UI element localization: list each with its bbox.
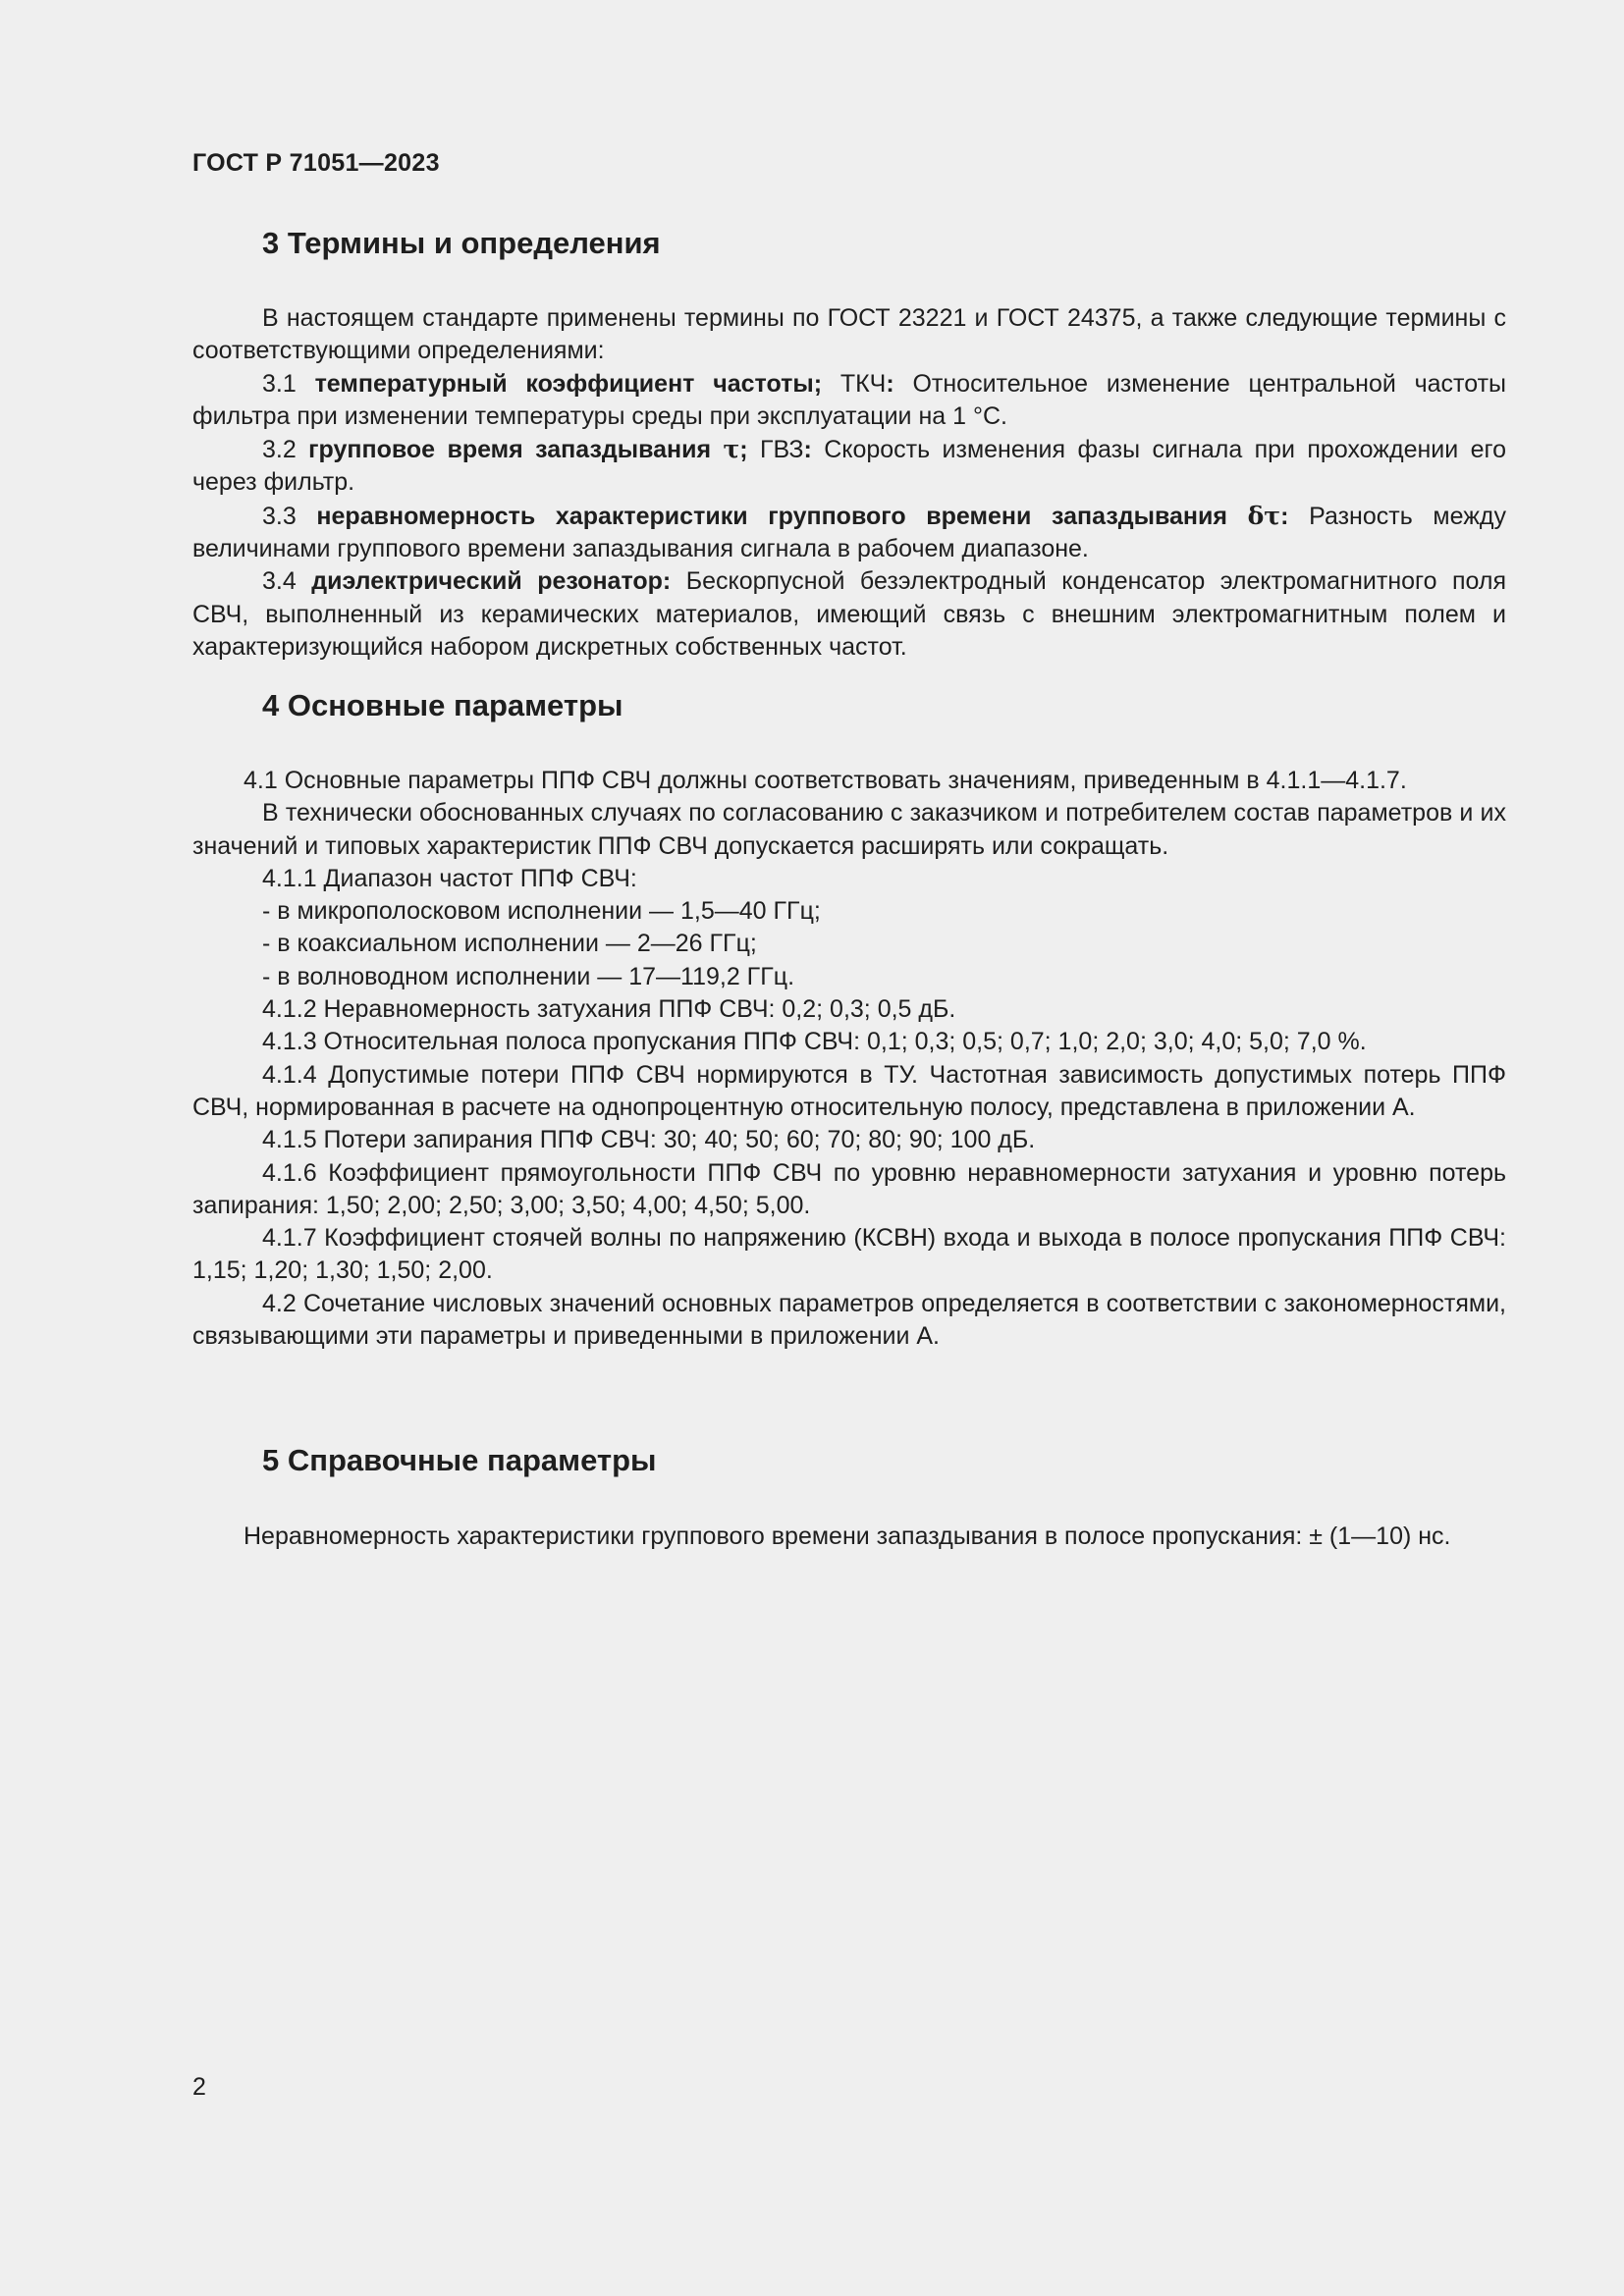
term-name: диэлектрический резонатор: [311,567,672,596]
paragraph: 4.2 Сочетание числовых значений основных параметров определяется в соответствии с закономерностями, связывающими эти параметры и приведенными в приложении А. [192,1289,1506,1351]
section-body [192,1521,1506,1553]
list-item: - в волноводном исполнении — 17—119,2 ГГц. [262,962,795,990]
term-number: 3.4 [262,567,312,596]
term-text: Скорость изменения фазы сигнала при прохождении его через фильтр. [192,436,1506,497]
paragraph: 4.1.4 Допустимые потери ППФ СВЧ нормируются в ТУ. Частотная зависимость допустимых потерь ППФ СВЧ, нормированная в расчете на однопроцентную относительную полосу, представлена в приложении А. [192,1060,1506,1121]
term-colon: : [803,436,812,464]
section-terms [192,224,1506,664]
term-name: групповое время запаздывания [308,436,724,464]
page-number: 2 [192,2073,206,2101]
paragraph: 4.1.1 Диапазон частот ППФ СВЧ: [262,864,637,892]
paragraph: 4.1.3 Относительная полоса пропускания ППФ СВЧ: 0,1; 0,3; 0,5; 0,7; 1,0; 2,0; 3,0; 4,0; 5,0; 7,0 %. [262,1028,1367,1056]
section-body [192,765,1506,1353]
term-definition [192,433,1506,500]
term-definition [192,368,1506,434]
term-symbol: τ [723,435,740,464]
section-title: 5 Справочные параметры [262,1443,657,1477]
list-item: - в коаксиальном исполнении — 2—26 ГГц; [262,930,757,958]
list-item: - в микрополосковом исполнении — 1,5—40 ГГц; [262,897,821,926]
term-number: 3.2 [262,436,309,464]
term-text: Разность между величинами группового времени запаздывания сигнала в рабочем диапазоне. [192,502,1506,563]
term-abbreviation: ГВЗ [747,436,804,464]
term-colon: : [1280,502,1289,530]
term-number: 3.3 [262,502,317,530]
term-symbol: δτ [1247,501,1281,530]
term-definition [192,500,1506,566]
paragraph: 4.1 Основные параметры ППФ СВЧ должны соответствовать значениям, приведенным в 4.1.1—4.1.7. [244,767,1407,794]
term-name-suffix: ; [739,436,748,464]
section-title: 4 Основные параметры [262,688,623,722]
section-body [192,302,1506,664]
term-abbreviation: ТКЧ [822,369,887,398]
paragraph: 4.1.5 Потери запирания ППФ СВЧ: 30; 40; 50; 60; 70; 80; 90; 100 дБ. [262,1126,1036,1154]
term-text: Бескорпусной безэлектродный конденсатор электромагнитного поля СВЧ, выполненный из керамических материалов, имеющий связь с внешним электромагнитным полем и характеризующийся набором дискретных собственных частот. [192,567,1506,661]
term-number: 3.1 [262,369,315,398]
section-main-parameters [192,686,1506,1353]
section-title: 3 Термины и определения [262,226,661,260]
paragraph: 4.1.6 Коэффициент прямоугольности ППФ СВЧ по уровню неравномерности затухания и уровню потерь запирания: 1,50; 2,00; 2,50; 3,00; 3,50; 4,00; 4,50; 5,00. [192,1158,1506,1219]
paragraph: 4.1.7 Коэффициент стоячей волны по напряжению (КСВН) входа и выхода в полосе пропускания ППФ СВЧ: 1,15; 1,20; 1,30; 1,50; 2,00. [192,1224,1506,1285]
term-text: Относительное изменение центральной частоты фильтра при изменении температуры среды при эксплуатации на 1 °С. [192,369,1506,430]
section-reference-parameters [192,1441,1506,1553]
paragraph: Неравномерность характеристики группового времени запаздывания в полосе пропускания: ± (1—10) нс. [244,1522,1451,1550]
paragraph: В технически обоснованных случаях по согласованию с заказчиком и потребителем состав параметров и их значений и типовых характеристик ППФ СВЧ допускается расширять или сокращать. [192,799,1506,860]
document-header: ГОСТ Р 71051—2023 [192,149,440,177]
paragraph: В настоящем стандарте применены термины по ГОСТ 23221 и ГОСТ 24375, а также следующие термины с соответствующими определениями: [192,304,1506,365]
term-colon: : [886,369,894,398]
term-name: температурный коэффициент частоты; [314,369,823,398]
term-definition [192,565,1506,664]
term-name: неравномерность характеристики группового времени запаздывания [316,502,1248,530]
paragraph: 4.1.2 Неравномерность затухания ППФ СВЧ: 0,2; 0,3; 0,5 дБ. [262,995,956,1024]
